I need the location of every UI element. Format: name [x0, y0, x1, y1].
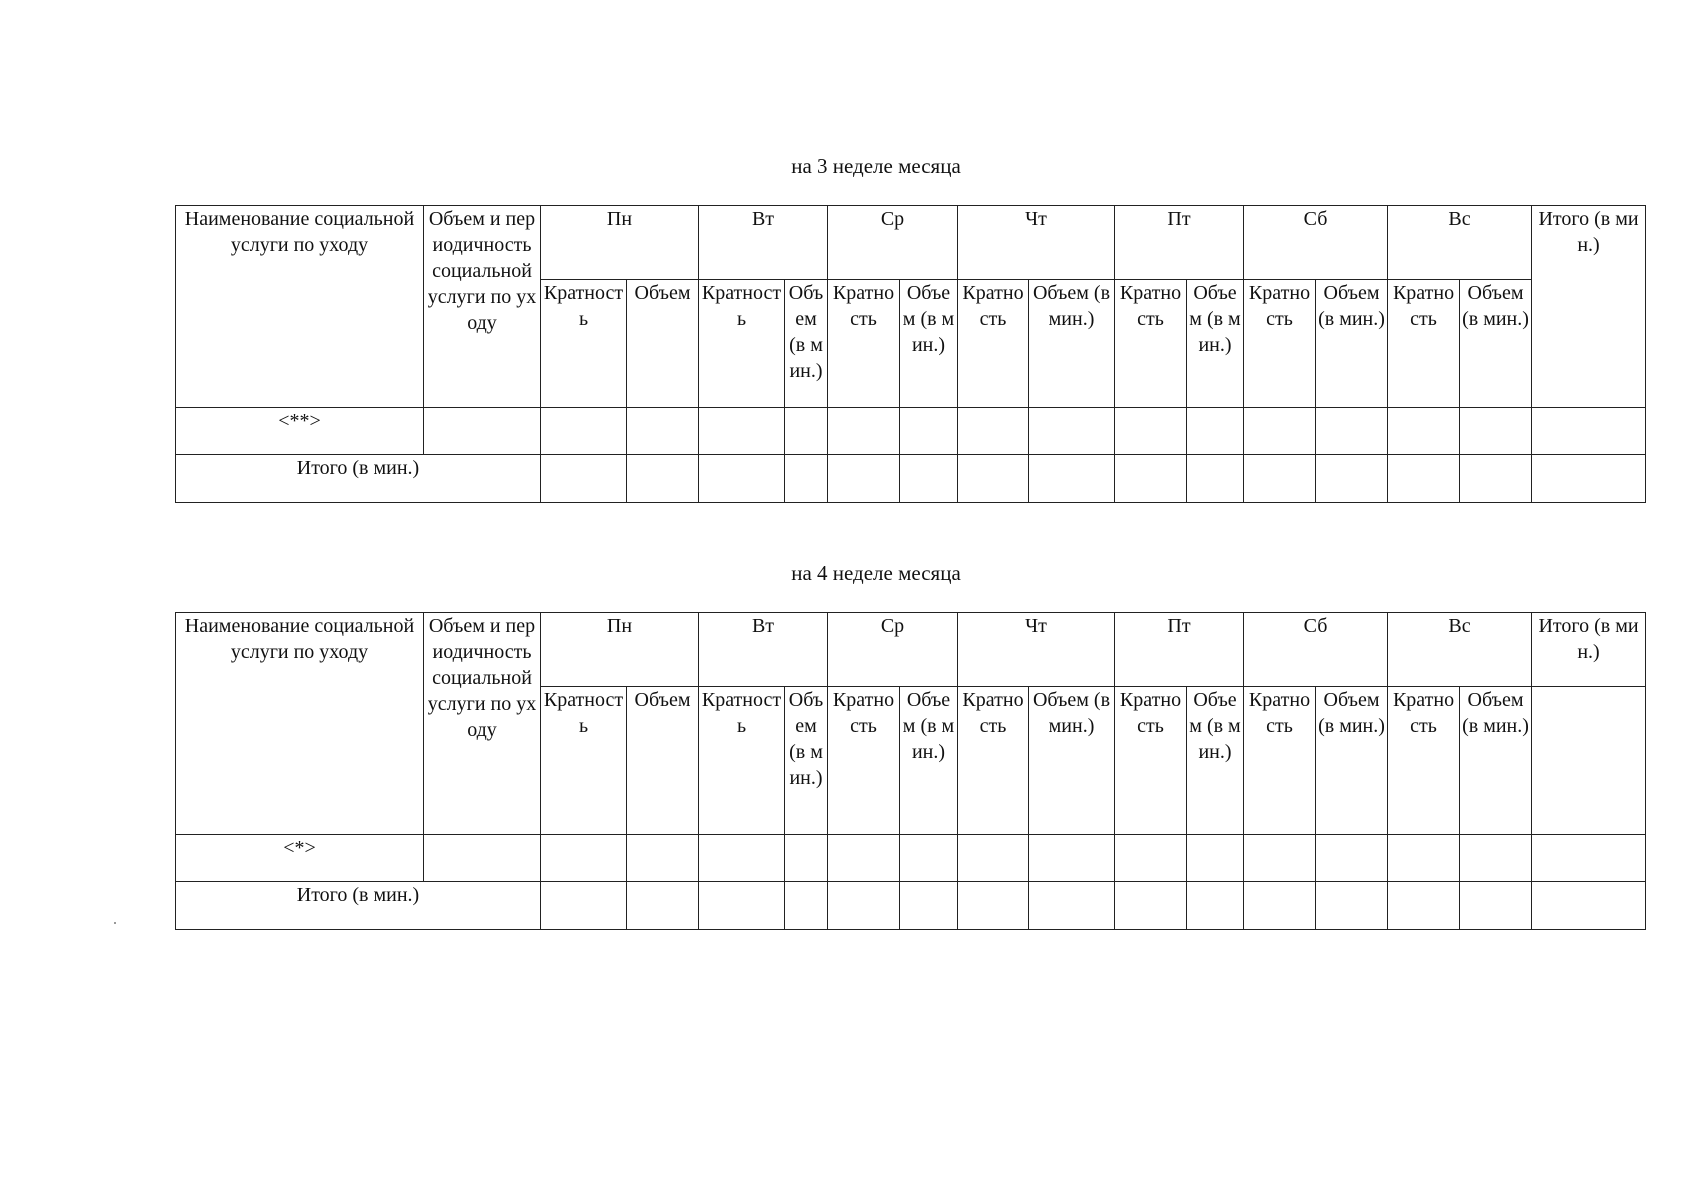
empty-cell [1029, 882, 1115, 930]
table-row [176, 835, 1646, 882]
empty-cell [1029, 835, 1115, 882]
empty-cell [1388, 455, 1460, 503]
empty-cell [627, 835, 699, 882]
empty-cell [900, 455, 958, 503]
empty-cell [900, 835, 958, 882]
section-title-week-3: на 3 неделе месяца [791, 154, 961, 178]
empty-cell [1532, 408, 1646, 455]
empty-cell [1029, 455, 1115, 503]
header-sun-volume: Объем (в мин.) [1460, 687, 1532, 835]
empty-cell [958, 882, 1029, 930]
table-row-total [176, 455, 1646, 503]
header-day-tue: Вт [699, 613, 828, 687]
header-thu-volume: Объем (в мин.) [1029, 280, 1115, 408]
header-tue-volume: Объем (в мин.) [785, 280, 828, 408]
table-row [176, 408, 1646, 455]
header-total: Итого (в мин.) [1532, 206, 1646, 408]
header-day-sat: Сб [1244, 206, 1388, 280]
header-day-mon: Пн [541, 206, 699, 280]
empty-cell [627, 882, 699, 930]
header-fri-volume: Объем (в мин.) [1187, 280, 1244, 408]
empty-cell [828, 835, 900, 882]
empty-cell [1316, 882, 1388, 930]
header-day-sat: Сб [1244, 613, 1388, 687]
header-fri-volume: Объем (в мин.) [1187, 687, 1244, 835]
header-mon-frequency: Кратность [541, 687, 627, 835]
empty-cell [785, 835, 828, 882]
header-day-wed: Ср [828, 613, 958, 687]
empty-cell [1388, 408, 1460, 455]
empty-cell [1187, 455, 1244, 503]
empty-cell [1316, 835, 1388, 882]
empty-cell [958, 835, 1029, 882]
header-wed-frequency: Кратность [828, 280, 900, 408]
empty-cell [1244, 408, 1316, 455]
empty-cell [424, 835, 541, 882]
header-sun-frequency: Кратность [1388, 687, 1460, 835]
schedule-table-week-3 [175, 205, 1646, 503]
empty-cell [627, 408, 699, 455]
header-tue-frequency: Кратность [699, 687, 785, 835]
header-day-tue: Вт [699, 206, 828, 280]
header-mon-frequency: Кратность [541, 280, 627, 408]
header-day-sun: Вс [1388, 206, 1532, 280]
empty-cell [1187, 835, 1244, 882]
empty-cell [1115, 882, 1187, 930]
scan-speck [114, 922, 116, 924]
header-wed-volume: Объем (в мин.) [900, 687, 958, 835]
empty-cell [1532, 835, 1646, 882]
header-service-name: Наименование социальной услуги по уходу [176, 206, 424, 408]
empty-cell [699, 408, 785, 455]
empty-cell [900, 408, 958, 455]
empty-cell [1244, 455, 1316, 503]
empty-cell [541, 455, 627, 503]
total-row-label: Итого (в мин.) [176, 882, 541, 930]
empty-cell [1244, 835, 1316, 882]
header-sat-volume: Объем (в мин.) [1316, 687, 1388, 835]
empty-cell [1460, 455, 1532, 503]
header-thu-volume: Объем (в мин.) [1029, 687, 1115, 835]
header-day-fri: Пт [1115, 613, 1244, 687]
empty-cell [424, 408, 541, 455]
empty-cell [1388, 835, 1460, 882]
table-row-total [176, 882, 1646, 930]
empty-cell [1532, 687, 1646, 835]
header-sat-frequency: Кратность [1244, 687, 1316, 835]
header-day-fri: Пт [1115, 206, 1244, 280]
header-mon-volume: Объем [627, 687, 699, 835]
empty-cell [785, 882, 828, 930]
empty-cell [541, 408, 627, 455]
empty-cell [1532, 455, 1646, 503]
empty-cell [1460, 882, 1532, 930]
header-service-name: Наименование социальной услуги по уходу [176, 613, 424, 835]
empty-cell [1460, 408, 1532, 455]
empty-cell [1532, 882, 1646, 930]
header-thu-frequency: Кратность [958, 687, 1029, 835]
empty-cell [627, 455, 699, 503]
empty-cell [1187, 882, 1244, 930]
row-label: <**> [176, 408, 424, 455]
empty-cell [1316, 455, 1388, 503]
header-day-sun: Вс [1388, 613, 1532, 687]
header-wed-frequency: Кратность [828, 687, 900, 835]
header-volume-periodicity: Объем и периодичность социальной услуги по уходу [424, 206, 541, 408]
empty-cell [828, 408, 900, 455]
empty-cell [1115, 835, 1187, 882]
section-title-week-4: на 4 неделе месяца [791, 561, 961, 585]
empty-cell [1316, 408, 1388, 455]
header-day-thu: Чт [958, 206, 1115, 280]
empty-cell [699, 455, 785, 503]
header-total: Итого (в мин.) [1532, 613, 1646, 687]
empty-cell [958, 455, 1029, 503]
empty-cell [1460, 835, 1532, 882]
header-mon-volume: Объем [627, 280, 699, 408]
header-day-mon: Пн [541, 613, 699, 687]
empty-cell [699, 882, 785, 930]
header-fri-frequency: Кратность [1115, 280, 1187, 408]
empty-cell [785, 455, 828, 503]
empty-cell [828, 455, 900, 503]
empty-cell [699, 835, 785, 882]
empty-cell [1115, 455, 1187, 503]
header-wed-volume: Объем (в мин.) [900, 280, 958, 408]
empty-cell [1115, 408, 1187, 455]
header-tue-volume: Объем (в мин.) [785, 687, 828, 835]
header-sun-volume: Объем (в мин.) [1460, 280, 1532, 408]
schedule-table-week-4 [175, 612, 1646, 930]
empty-cell [541, 882, 627, 930]
header-sat-frequency: Кратность [1244, 280, 1316, 408]
header-thu-frequency: Кратность [958, 280, 1029, 408]
empty-cell [1029, 408, 1115, 455]
empty-cell [541, 835, 627, 882]
empty-cell [958, 408, 1029, 455]
empty-cell [1388, 882, 1460, 930]
total-row-label: Итого (в мин.) [176, 455, 541, 503]
row-label: <*> [176, 835, 424, 882]
header-volume-periodicity: Объем и периодичность социальной услуги по уходу [424, 613, 541, 835]
header-fri-frequency: Кратность [1115, 687, 1187, 835]
header-tue-frequency: Кратность [699, 280, 785, 408]
empty-cell [785, 408, 828, 455]
empty-cell [828, 882, 900, 930]
empty-cell [900, 882, 958, 930]
header-sat-volume: Объем (в мин.) [1316, 280, 1388, 408]
header-day-wed: Ср [828, 206, 958, 280]
header-sun-frequency: Кратность [1388, 280, 1460, 408]
empty-cell [1187, 408, 1244, 455]
empty-cell [1244, 882, 1316, 930]
header-day-thu: Чт [958, 613, 1115, 687]
